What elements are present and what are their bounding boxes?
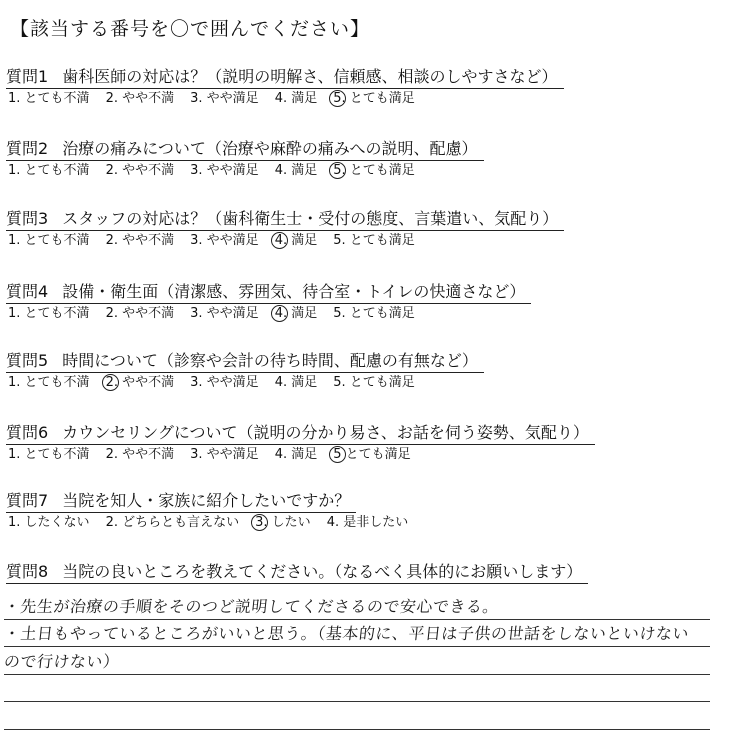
option-number: 1.	[8, 447, 21, 462]
option-list	[6, 162, 726, 180]
option-label: とても不満	[24, 306, 90, 321]
question-4	[6, 281, 726, 323]
question-6	[6, 422, 726, 464]
question-number: 質問8	[6, 562, 49, 581]
question-title	[6, 281, 531, 304]
option[interactable]	[333, 232, 415, 250]
answer-lines	[4, 592, 710, 730]
question-5	[6, 350, 726, 392]
question-number: 質問7	[6, 491, 49, 510]
option[interactable]	[8, 305, 90, 323]
option-number: 4.	[326, 515, 340, 530]
question-3	[6, 208, 726, 250]
option-number: 5.	[333, 375, 346, 390]
question-2	[6, 138, 726, 180]
option[interactable]	[190, 305, 259, 323]
option[interactable]	[275, 90, 318, 108]
option-number: 2.	[105, 306, 118, 321]
option-label: とても不満	[24, 163, 90, 178]
option-circled[interactable]	[333, 90, 415, 108]
option[interactable]	[106, 305, 175, 323]
option-label: やや不満	[122, 233, 175, 248]
option[interactable]	[106, 446, 175, 464]
option-label: やや不満	[122, 375, 175, 390]
question-title	[6, 561, 588, 584]
option-number: 4.	[274, 163, 288, 178]
answer-line	[4, 620, 710, 648]
option-label: やや不満	[122, 447, 175, 462]
option-number: 2.	[105, 447, 118, 462]
option-circled[interactable]	[333, 446, 410, 464]
option[interactable]	[8, 374, 90, 392]
option-label: やや不満	[122, 91, 175, 106]
option-label: やや満足	[206, 233, 259, 248]
option-number: 5	[333, 447, 342, 462]
question-number: 質問1	[6, 67, 49, 86]
handwritten-answer-line-2: ・土日もやっているところがいいと思う。（基本的に、平日は子供の世話をしないといけない	[2, 624, 690, 643]
option[interactable]	[8, 90, 90, 108]
option-number: 5.	[333, 233, 346, 248]
question-text: 歯科医師の対応は？（説明の明解さ、信頼感、相談のしやすさなど）	[62, 67, 558, 86]
option[interactable]	[8, 232, 90, 250]
option-number: 1.	[8, 91, 21, 106]
option[interactable]	[190, 374, 259, 392]
option-circled[interactable]	[333, 162, 415, 180]
answer-line	[4, 647, 710, 675]
option-number: 1.	[8, 375, 21, 390]
option-number: 2.	[105, 375, 118, 390]
option[interactable]	[190, 232, 259, 250]
option-label: とても不満	[24, 233, 90, 248]
option[interactable]	[333, 374, 415, 392]
option[interactable]	[8, 162, 90, 180]
option-circled[interactable]	[275, 305, 318, 323]
option-number: 2.	[105, 233, 118, 248]
answer-line	[4, 592, 710, 620]
option-label: とても満足	[349, 163, 415, 178]
question-title	[6, 66, 564, 89]
option-number: 5.	[333, 91, 346, 106]
question-text: 治療の痛みについて（治療や麻酔の痛みへの説明、配慮）	[62, 139, 478, 158]
question-text: 当院を知人・家族に紹介したいですか？	[62, 491, 351, 510]
option-label: とても満足	[349, 306, 415, 321]
option-list	[6, 374, 726, 392]
option-number: 3.	[190, 306, 203, 321]
question-title	[6, 350, 484, 373]
option-label: 満足	[291, 447, 318, 462]
question-title	[6, 490, 356, 513]
option-label: したい	[271, 515, 311, 530]
option-list	[6, 446, 726, 464]
option[interactable]	[327, 514, 409, 532]
option-number: 5.	[333, 163, 346, 178]
option-number: 2.	[105, 163, 118, 178]
question-title	[6, 138, 484, 161]
option[interactable]	[190, 446, 259, 464]
option-label: やや不満	[122, 306, 175, 321]
option-number: 3.	[255, 515, 268, 530]
option[interactable]	[106, 90, 175, 108]
question-text: 時間について（診察や会計の待ち時間、配慮の有無など）	[62, 351, 478, 370]
option[interactable]	[190, 162, 259, 180]
option-number: 3.	[190, 163, 203, 178]
option-list	[6, 232, 726, 250]
question-number: 質問5	[6, 351, 49, 370]
option-number: 1.	[8, 306, 21, 321]
option-label: 満足	[291, 306, 318, 321]
option-number: 2.	[105, 91, 118, 106]
question-title	[6, 422, 595, 445]
answer-line	[4, 675, 710, 703]
option-label: とても満足	[349, 375, 415, 390]
option[interactable]	[106, 514, 240, 532]
option-number: 4.	[274, 233, 288, 248]
question-number: 質問2	[6, 139, 49, 158]
question-text: スタッフの対応は？（歯科衛生士・受付の態度、言葉遣い、気配り）	[62, 209, 559, 228]
question-title	[6, 208, 564, 231]
option-label: 満足	[291, 375, 318, 390]
option-circled[interactable]	[275, 232, 318, 250]
option-number: 3.	[190, 447, 203, 462]
option-label: やや満足	[206, 91, 259, 106]
question-number: 質問3	[6, 209, 49, 228]
option[interactable]	[333, 305, 415, 323]
option[interactable]	[275, 374, 318, 392]
option[interactable]	[8, 514, 90, 532]
option-label: したくない	[24, 515, 90, 530]
option-number: 4.	[274, 91, 288, 106]
option[interactable]	[8, 446, 90, 464]
question-text: 当院の良いところを教えてください。（なるべく具体的にお願いします）	[62, 562, 583, 581]
option-label: とても不満	[24, 447, 90, 462]
option-number: 3.	[190, 375, 203, 390]
question-text: 設備・衛生面（清潔感、雰囲気、待合室・トイレの快適さなど）	[62, 282, 526, 301]
option-label: どちらとも言えない	[122, 515, 240, 530]
question-text: カウンセリングについて（説明の分かり易さ、お話を伺う姿勢、気配り）	[62, 423, 589, 442]
option-number: 3.	[190, 233, 203, 248]
handwritten-answer-line-3: ので行けない）	[2, 651, 121, 671]
option-label: とても不満	[24, 91, 90, 106]
option-label: やや満足	[206, 163, 259, 178]
option-list	[6, 514, 726, 532]
option-list	[6, 305, 726, 323]
question-number: 質問6	[6, 423, 49, 442]
option-number: 4.	[274, 306, 288, 321]
option-number: 1.	[8, 163, 21, 178]
option-label: とても満足	[345, 447, 411, 462]
question-number: 質問4	[6, 282, 49, 301]
option-label: やや満足	[206, 447, 259, 462]
handwritten-answer-line-1: ・先生が治療の手順をそのつど説明してくださるので安心できる。	[2, 596, 500, 616]
question-1	[6, 66, 726, 108]
option-label: やや満足	[206, 306, 259, 321]
option-number: 3.	[190, 91, 203, 106]
option-number: 1.	[8, 233, 21, 248]
option-circled[interactable]	[255, 514, 311, 532]
option[interactable]	[275, 446, 318, 464]
option-label: やや不満	[122, 163, 175, 178]
option-label: 満足	[291, 91, 318, 106]
option-number: 2.	[105, 515, 118, 530]
option-label: とても不満	[24, 375, 90, 390]
option-label: 是非したい	[343, 515, 409, 530]
option-label: やや満足	[206, 375, 259, 390]
option-list	[6, 90, 726, 108]
option-circled[interactable]	[106, 374, 175, 392]
option-label: とても満足	[349, 91, 415, 106]
option-label: 満足	[291, 233, 318, 248]
option[interactable]	[275, 162, 318, 180]
option-number: 5.	[333, 306, 346, 321]
question-8	[6, 561, 726, 584]
answer-line	[4, 702, 710, 730]
option[interactable]	[106, 232, 175, 250]
option-number: 4.	[274, 447, 288, 462]
option-number: 4.	[274, 375, 288, 390]
page-header: 【該当する番号を〇で囲んでください】	[10, 18, 371, 40]
option[interactable]	[106, 162, 175, 180]
option-number: 1.	[8, 515, 21, 530]
option-label: 満足	[291, 163, 318, 178]
question-7	[6, 490, 726, 532]
option-label: とても満足	[349, 233, 415, 248]
option[interactable]	[190, 90, 259, 108]
